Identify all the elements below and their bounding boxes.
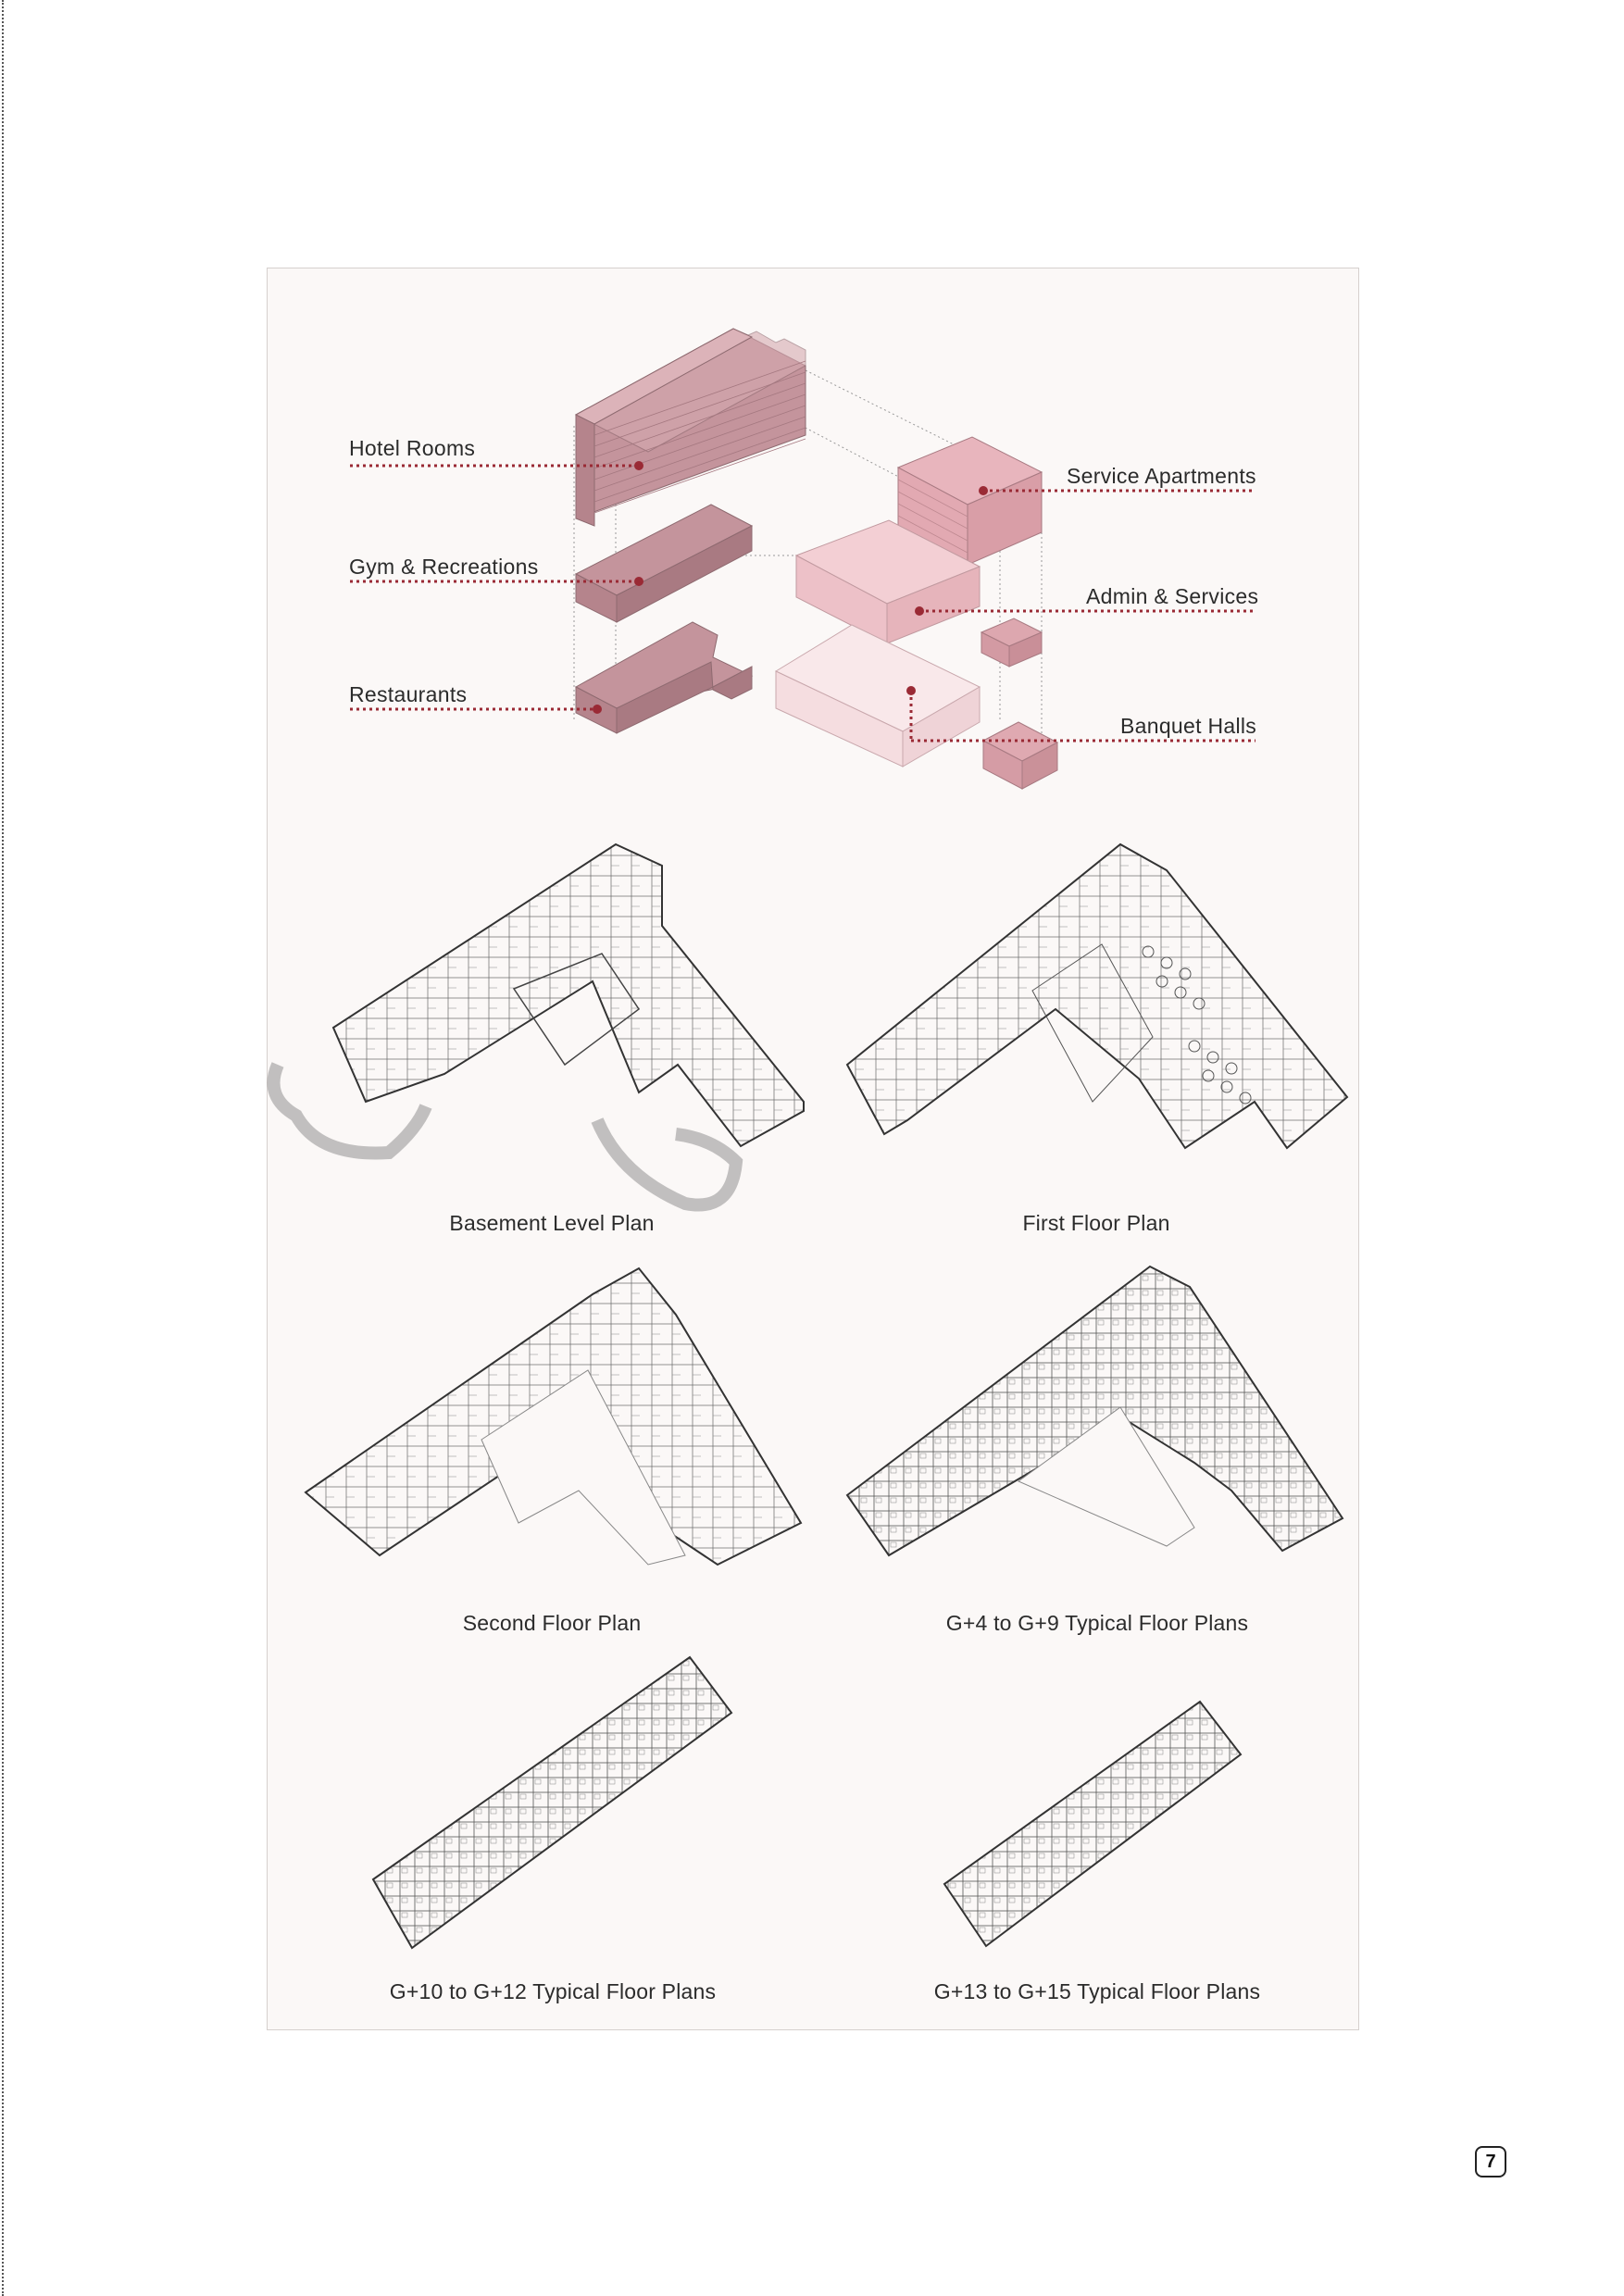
basement-plan <box>274 844 805 1205</box>
g13-g15-plan <box>944 1702 1241 1946</box>
page-number: 7 <box>1475 2146 1506 2177</box>
first-floor-plan <box>847 844 1347 1148</box>
caption-g13-g15-plans: G+13 to G+15 Typical Floor Plans <box>933 1979 1261 2003</box>
second-floor-plan <box>306 1268 801 1565</box>
label-service-apartments: Service Apartments <box>1067 464 1256 488</box>
label-hotel-rooms: Hotel Rooms <box>349 436 476 460</box>
caption-second-floor-plan: Second Floor Plan <box>462 1611 642 1635</box>
label-gym-recreations: Gym & Recreations <box>349 555 539 579</box>
caption-basement-plan: Basement Level Plan <box>449 1211 655 1235</box>
label-banquet-halls: Banquet Halls <box>1120 714 1257 738</box>
g10-g12-plan <box>373 1657 731 1948</box>
caption-first-floor-plan: First Floor Plan <box>1022 1211 1170 1235</box>
label-restaurants: Restaurants <box>349 682 468 706</box>
caption-g4-g9-plans: G+4 to G+9 Typical Floor Plans <box>945 1611 1249 1635</box>
g4-g9-plan <box>847 1267 1343 1555</box>
caption-g10-g12-plans: G+10 to G+12 Typical Floor Plans <box>389 1979 717 2003</box>
label-admin-services: Admin & Services <box>1086 584 1259 608</box>
